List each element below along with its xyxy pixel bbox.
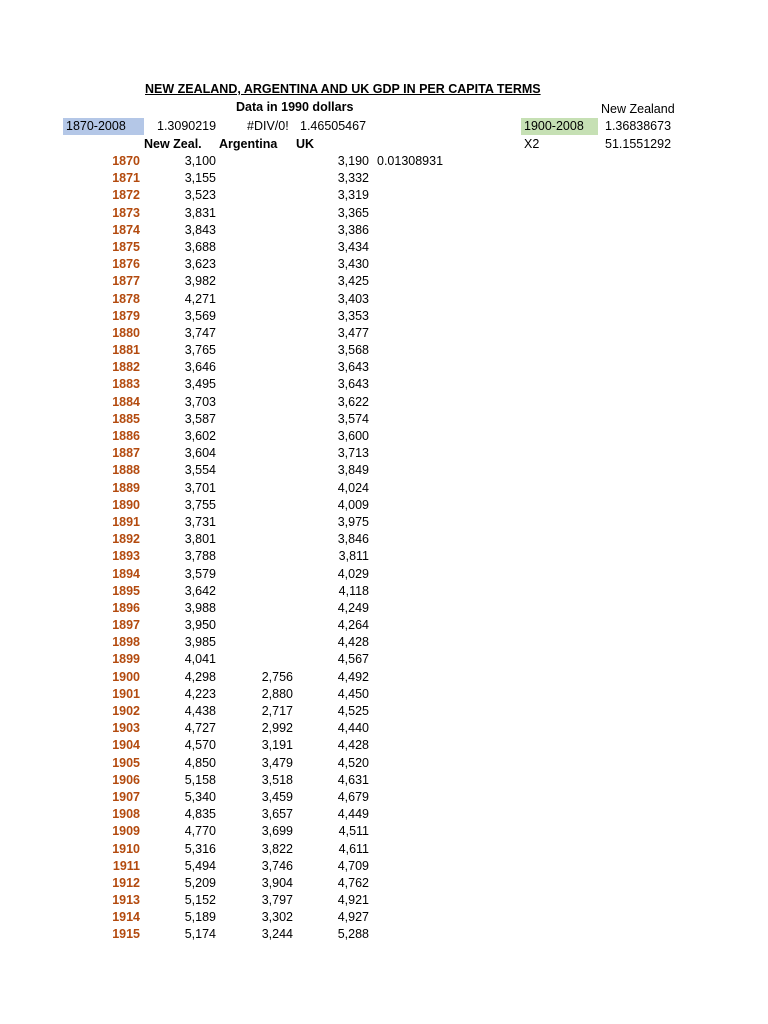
table-row — [0, 703, 768, 720]
uk-value-cell[interactable]: 4,029 — [337, 566, 369, 581]
nz-value-cell[interactable]: 4,438 — [184, 704, 216, 718]
uk-value-cell[interactable]: 3,574 — [337, 411, 369, 426]
uk-value-cell[interactable]: 4,449 — [337, 807, 369, 822]
nz-value-cell[interactable]: 3,579 — [184, 566, 216, 581]
year-cell[interactable]: 1877 — [112, 274, 140, 289]
argentina-value-cell[interactable]: 3,302 — [261, 910, 293, 925]
year-cell[interactable]: 1908 — [112, 807, 140, 822]
table-row — [0, 548, 768, 565]
year-cell[interactable]: 1905 — [112, 755, 140, 770]
uk-value-cell[interactable]: 4,428 — [337, 738, 369, 753]
year-cell[interactable]: 1911 — [112, 858, 140, 873]
year-cell[interactable]: 1898 — [112, 635, 140, 650]
argentina-value-cell[interactable]: 3,191 — [261, 738, 293, 753]
uk-value-cell[interactable]: 3,425 — [337, 274, 369, 289]
table-row — [0, 566, 768, 583]
nz-value-cell[interactable]: 3,703 — [184, 394, 216, 409]
year-cell[interactable]: 1890 — [112, 497, 140, 512]
nz-value-cell[interactable]: 3,950 — [184, 618, 216, 633]
argentina-value-cell[interactable]: 3,797 — [261, 893, 293, 908]
uk-value-cell[interactable]: 3,849 — [337, 463, 369, 478]
nz-value-cell[interactable]: 3,623 — [184, 257, 216, 272]
argentina-value-cell[interactable]: 2,992 — [261, 721, 293, 736]
nz-value-cell[interactable]: 4,041 — [184, 652, 216, 667]
nz-value-cell[interactable]: 3,755 — [184, 497, 216, 512]
uk-value-cell[interactable]: 3,190 — [337, 154, 369, 168]
uk-value-cell[interactable]: 4,428 — [337, 635, 369, 650]
uk-value-cell[interactable]: 3,434 — [337, 239, 369, 254]
table-row — [0, 308, 768, 325]
year-cell[interactable]: 1888 — [112, 463, 140, 478]
x2-value[interactable]: 51.1551292 — [605, 137, 672, 151]
table-row — [0, 600, 768, 617]
summary-right-value[interactable]: 1.36838673 — [605, 119, 672, 133]
table-row — [0, 359, 768, 376]
table-row — [0, 514, 768, 531]
year-cell[interactable]: 1874 — [112, 222, 140, 237]
uk-value-cell[interactable]: 3,811 — [338, 549, 369, 564]
table-row — [0, 737, 768, 754]
uk-value-cell[interactable]: 4,762 — [337, 875, 369, 890]
table-row — [0, 411, 768, 428]
nz-value-cell[interactable]: 5,152 — [184, 893, 216, 908]
uk-value-cell[interactable]: 4,679 — [337, 789, 369, 804]
year-cell[interactable]: 1914 — [112, 910, 140, 925]
nz-value-cell[interactable]: 4,835 — [184, 807, 216, 822]
uk-value-cell[interactable]: 4,709 — [337, 858, 369, 873]
table-row — [0, 531, 768, 548]
nz-value-cell[interactable]: 3,788 — [184, 549, 216, 564]
year-cell[interactable]: 1879 — [112, 308, 140, 323]
uk-value-cell[interactable]: 3,713 — [337, 446, 369, 461]
nz-value-cell[interactable]: 3,646 — [184, 360, 216, 375]
nz-value-cell[interactable]: 3,688 — [184, 239, 216, 254]
table-row — [0, 273, 768, 290]
year-cell[interactable]: 1902 — [112, 704, 140, 718]
year-cell[interactable]: 1904 — [112, 738, 140, 753]
summary-value-2[interactable]: #DIV/0! — [247, 119, 289, 133]
year-cell[interactable]: 1875 — [112, 239, 140, 254]
year-cell[interactable]: 1882 — [112, 360, 140, 375]
nz-value-cell[interactable]: 5,316 — [184, 841, 216, 856]
nz-value-cell[interactable]: 3,100 — [184, 154, 216, 168]
range-cell-1870-2008[interactable]: 1870-2008 — [63, 118, 144, 135]
uk-value-cell[interactable]: 3,975 — [337, 514, 369, 529]
uk-value-cell[interactable]: 3,568 — [337, 343, 369, 358]
uk-value-cell[interactable]: 3,319 — [337, 188, 369, 203]
uk-value-cell[interactable]: 4,024 — [337, 480, 369, 495]
year-cell[interactable]: 1895 — [112, 583, 140, 598]
table-row — [0, 720, 768, 737]
year-cell[interactable]: 1906 — [112, 772, 140, 787]
year-cell[interactable]: 1872 — [112, 188, 140, 203]
uk-value-cell[interactable]: 4,520 — [337, 755, 369, 770]
uk-value-cell[interactable]: 4,525 — [337, 704, 369, 718]
table-row — [0, 239, 768, 256]
nz-value-cell[interactable]: 3,604 — [184, 446, 216, 461]
nz-value-cell[interactable]: 4,770 — [184, 824, 216, 839]
table-row — [0, 170, 768, 187]
argentina-value-cell[interactable]: 3,822 — [261, 841, 293, 856]
sheet-subtitle: Data in 1990 dollars — [236, 100, 354, 114]
table-row — [0, 875, 768, 892]
year-cell[interactable]: 1896 — [112, 600, 140, 615]
table-row — [0, 909, 768, 926]
nz-value-cell[interactable]: 5,209 — [184, 875, 216, 890]
table-row — [0, 342, 768, 359]
sheet-title: NEW ZEALAND, ARGENTINA AND UK GDP IN PER CAPITA TERMS — [145, 82, 541, 96]
nz-value-cell[interactable]: 4,727 — [184, 721, 216, 736]
x2-label: X2 — [524, 137, 540, 151]
uk-value-cell[interactable]: 3,403 — [337, 291, 369, 306]
summary-value-1[interactable]: 1.3090219 — [157, 119, 217, 133]
year-cell[interactable]: 1870 — [112, 154, 140, 168]
table-row — [0, 480, 768, 497]
argentina-value-cell[interactable]: 3,518 — [261, 772, 293, 787]
header-argentina: Argentina — [219, 137, 278, 151]
nz-value-cell[interactable]: 3,982 — [184, 274, 216, 289]
uk-value-cell[interactable]: 3,622 — [337, 394, 369, 409]
uk-value-cell[interactable]: 3,386 — [337, 222, 369, 237]
data-table — [0, 153, 768, 944]
uk-value-cell[interactable]: 4,631 — [337, 772, 369, 787]
year-cell[interactable]: 1900 — [112, 669, 140, 684]
uk-value-cell[interactable]: 5,288 — [337, 927, 369, 942]
table-row — [0, 755, 768, 772]
table-row — [0, 686, 768, 703]
year-cell[interactable]: 1886 — [112, 429, 140, 443]
table-row — [0, 291, 768, 308]
table-row — [0, 806, 768, 823]
year-cell[interactable]: 1894 — [112, 566, 140, 581]
nz-value-cell[interactable]: 3,554 — [184, 463, 216, 478]
uk-value-cell[interactable]: 3,353 — [337, 308, 369, 323]
nz-value-cell[interactable]: 3,602 — [184, 429, 216, 443]
range-cell-1900-2008[interactable]: 1900-2008 — [521, 118, 598, 135]
nz-value-cell[interactable]: 5,174 — [184, 927, 216, 942]
table-row — [0, 325, 768, 342]
header-new-zealand: New Zeal. — [144, 137, 202, 151]
uk-value-cell[interactable]: 4,611 — [338, 841, 369, 856]
uk-value-cell[interactable]: 3,643 — [337, 360, 369, 375]
year-cell[interactable]: 1871 — [112, 171, 140, 186]
uk-value-cell[interactable]: 4,492 — [337, 669, 369, 684]
table-row — [0, 376, 768, 393]
argentina-value-cell[interactable]: 3,699 — [261, 824, 293, 839]
table-row — [0, 497, 768, 514]
argentina-value-cell[interactable]: 2,756 — [261, 669, 293, 684]
uk-value-cell[interactable]: 4,249 — [337, 600, 369, 615]
header-uk: UK — [296, 137, 315, 151]
nz-value-cell[interactable]: 5,189 — [184, 910, 216, 925]
nz-value-cell[interactable]: 3,701 — [184, 480, 216, 495]
year-cell[interactable]: 1884 — [112, 394, 140, 409]
argentina-value-cell[interactable]: 3,479 — [261, 755, 293, 770]
nz-value-cell[interactable]: 3,523 — [184, 188, 216, 203]
nz-value-cell[interactable]: 3,587 — [184, 411, 216, 426]
year-cell[interactable]: 1913 — [112, 893, 140, 908]
nz-value-cell[interactable]: 5,494 — [184, 858, 216, 873]
uk-value-cell[interactable]: 3,846 — [337, 532, 369, 547]
nz-value-cell[interactable]: 3,843 — [184, 222, 216, 237]
year-cell[interactable]: 1907 — [112, 789, 140, 804]
top-right-label: New Zealand — [601, 102, 675, 116]
uk-value-cell[interactable]: 3,365 — [337, 205, 369, 220]
table-row — [0, 445, 768, 462]
table-row — [0, 428, 768, 445]
nz-value-cell[interactable]: 3,747 — [184, 325, 216, 340]
year-cell[interactable]: 1910 — [112, 841, 140, 856]
table-row — [0, 222, 768, 239]
uk-value-cell[interactable]: 4,009 — [337, 497, 369, 512]
uk-value-cell[interactable]: 4,511 — [338, 824, 369, 839]
year-cell[interactable]: 1889 — [112, 480, 140, 495]
year-cell[interactable]: 1915 — [112, 927, 140, 942]
table-row — [0, 892, 768, 909]
table-row — [0, 394, 768, 411]
year-cell[interactable]: 1878 — [112, 291, 140, 306]
year-cell[interactable]: 1899 — [112, 652, 140, 667]
table-row — [0, 153, 768, 170]
year-cell[interactable]: 1887 — [112, 446, 140, 461]
year-cell[interactable]: 1881 — [112, 343, 140, 358]
year-cell[interactable]: 1901 — [112, 686, 140, 701]
argentina-value-cell[interactable]: 3,746 — [261, 858, 293, 873]
year-cell[interactable]: 1912 — [112, 875, 140, 890]
nz-value-cell[interactable]: 3,988 — [184, 600, 216, 615]
year-cell[interactable]: 1903 — [112, 721, 140, 736]
nz-value-cell[interactable]: 4,223 — [184, 686, 216, 701]
nz-value-cell[interactable]: 4,298 — [184, 669, 216, 684]
table-row — [0, 926, 768, 943]
table-row — [0, 669, 768, 686]
uk-value-cell[interactable]: 3,600 — [337, 429, 369, 443]
summary-value-3[interactable]: 1.46505467 — [300, 119, 367, 133]
uk-value-cell[interactable]: 3,643 — [337, 377, 369, 392]
year-cell[interactable]: 1892 — [112, 532, 140, 547]
table-row — [0, 858, 768, 875]
nz-value-cell[interactable]: 3,985 — [184, 635, 216, 650]
extra-value-1870[interactable]: 0.01308931 — [377, 154, 444, 168]
nz-value-cell[interactable]: 3,155 — [184, 171, 216, 186]
argentina-value-cell[interactable]: 2,880 — [261, 686, 293, 701]
table-row — [0, 256, 768, 273]
nz-value-cell[interactable]: 4,271 — [184, 291, 216, 306]
year-cell[interactable]: 1880 — [112, 325, 140, 340]
argentina-value-cell[interactable]: 3,244 — [261, 927, 293, 942]
year-cell[interactable]: 1876 — [112, 257, 140, 272]
uk-value-cell[interactable]: 4,118 — [338, 583, 369, 598]
table-row — [0, 617, 768, 634]
uk-value-cell[interactable]: 3,430 — [337, 257, 369, 272]
nz-value-cell[interactable]: 3,731 — [184, 514, 216, 529]
argentina-value-cell[interactable]: 3,657 — [261, 807, 293, 822]
nz-value-cell[interactable]: 4,850 — [184, 755, 216, 770]
table-row — [0, 187, 768, 204]
nz-value-cell[interactable]: 4,570 — [184, 738, 216, 753]
table-row — [0, 583, 768, 600]
table-row — [0, 789, 768, 806]
uk-value-cell[interactable]: 4,921 — [337, 893, 369, 908]
year-cell[interactable]: 1893 — [112, 549, 140, 564]
uk-value-cell[interactable]: 3,332 — [337, 171, 369, 186]
uk-value-cell[interactable]: 4,927 — [337, 910, 369, 925]
table-row — [0, 772, 768, 789]
nz-value-cell[interactable]: 5,340 — [184, 789, 216, 804]
nz-value-cell[interactable]: 3,642 — [184, 583, 216, 598]
table-row — [0, 462, 768, 479]
table-row — [0, 651, 768, 668]
table-row — [0, 823, 768, 840]
uk-value-cell[interactable]: 4,264 — [337, 618, 369, 633]
table-row — [0, 841, 768, 858]
nz-value-cell[interactable]: 3,569 — [184, 308, 216, 323]
uk-value-cell[interactable]: 4,440 — [337, 721, 369, 736]
uk-value-cell[interactable]: 3,477 — [337, 325, 369, 340]
argentina-value-cell[interactable]: 3,459 — [261, 789, 293, 804]
nz-value-cell[interactable]: 3,801 — [184, 532, 216, 547]
year-cell[interactable]: 1909 — [112, 824, 140, 839]
argentina-value-cell[interactable]: 3,904 — [261, 875, 293, 890]
uk-value-cell[interactable]: 4,567 — [337, 652, 369, 667]
nz-value-cell[interactable]: 3,831 — [184, 205, 216, 220]
year-cell[interactable]: 1897 — [112, 618, 140, 633]
nz-value-cell[interactable]: 5,158 — [184, 772, 216, 787]
year-cell[interactable]: 1883 — [112, 377, 140, 392]
table-row — [0, 634, 768, 651]
year-cell[interactable]: 1885 — [112, 411, 140, 426]
argentina-value-cell[interactable]: 2,717 — [261, 704, 293, 718]
nz-value-cell[interactable]: 3,765 — [184, 343, 216, 358]
year-cell[interactable]: 1891 — [112, 514, 140, 529]
table-row — [0, 205, 768, 222]
year-cell[interactable]: 1873 — [112, 205, 140, 220]
nz-value-cell[interactable]: 3,495 — [184, 377, 216, 392]
uk-value-cell[interactable]: 4,450 — [337, 686, 369, 701]
